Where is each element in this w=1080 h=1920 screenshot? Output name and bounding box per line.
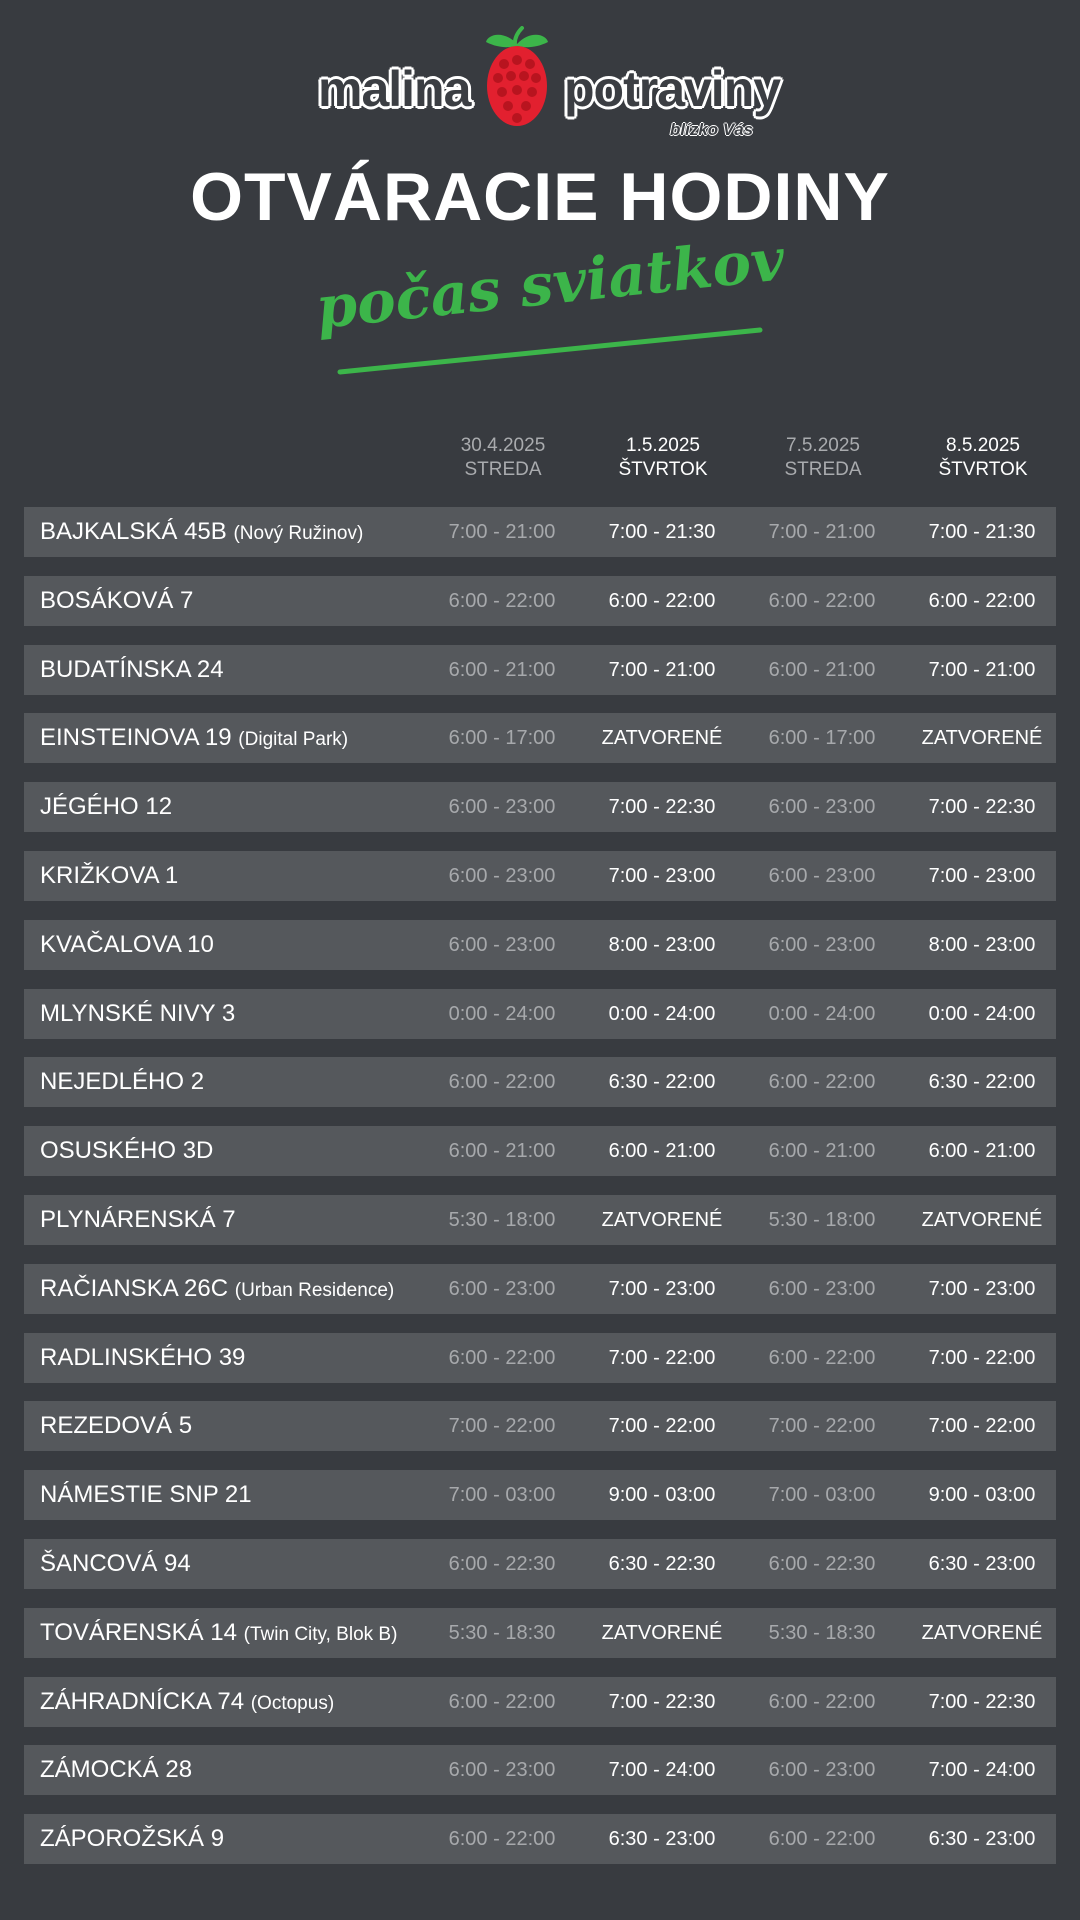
hours-cell: ZATVORENÉ [601,1622,723,1644]
store-name [40,1264,394,1316]
hours-cell: 7:00 - 22:00 [448,1415,556,1437]
hours-cell: 6:30 - 22:30 [608,1553,716,1575]
hours-cell: 6:00 - 23:00 [768,796,876,818]
hours-cell: 7:00 - 22:00 [928,1347,1036,1369]
table-row [24,1264,1056,1314]
column-day: ŠTVRTOK [938,459,1028,480]
table-row [24,920,1056,970]
table-row [24,1126,1056,1176]
store-address: ŠANCOVÁ 94 [40,1550,191,1577]
store-name [40,989,235,1039]
hours-cell: 7:00 - 21:00 [928,659,1036,681]
store-name [40,1401,192,1451]
store-note: (Urban Residence) [234,1280,395,1301]
store-name [40,1677,334,1729]
store-address: MLYNSKÉ NIVY 3 [40,1000,236,1027]
hours-cell: 7:00 - 24:00 [608,1759,716,1781]
store-address: KVAČALOVA 10 [40,931,214,958]
table-row [24,1057,1056,1107]
table-row [24,1608,1056,1658]
store-name [40,1126,213,1176]
hours-cell: 7:00 - 21:00 [448,521,556,543]
store-address: ZÁHRADNÍCKA 74 [40,1688,245,1715]
hours-cell: 6:30 - 23:00 [608,1828,716,1850]
table-row [24,851,1056,901]
hours-cell: 7:00 - 24:00 [928,1759,1036,1781]
store-address: RADLINSKÉHO 39 [40,1344,246,1371]
table-row [24,1401,1056,1451]
subtitle [312,225,788,388]
table-row [24,1333,1056,1383]
store-address: BUDATÍNSKA 24 [40,656,224,683]
store-note: (Nový Ružinov) [233,523,364,544]
hours-cell: 0:00 - 24:00 [768,1003,876,1025]
hours-cell: 6:00 - 23:00 [448,1278,556,1300]
hours-cell: 6:00 - 22:00 [448,1071,556,1093]
table-row [24,1677,1056,1727]
hours-cell: 6:00 - 23:00 [448,865,556,887]
store-address: OSUSKÉHO 3D [40,1137,214,1164]
store-note: (Octopus) [250,1693,335,1714]
store-address: ZÁPOROŽSKÁ 9 [40,1825,225,1852]
hours-cell: 9:00 - 03:00 [928,1484,1036,1506]
hours-cell: 8:00 - 23:00 [608,934,716,956]
hours-cell: ZATVORENÉ [601,1209,723,1231]
store-address: EINSTEINOVA 19 [40,724,232,751]
table-row [24,989,1056,1039]
table-row [24,1814,1056,1864]
column-header-4 [908,434,1058,482]
store-address: REZEDOVÁ 5 [40,1412,193,1439]
hours-cell: 6:00 - 22:00 [448,1347,556,1369]
hours-cell: 6:00 - 23:00 [448,1759,556,1781]
hours-cell: 6:00 - 17:00 [768,727,876,749]
hours-cell: 7:00 - 22:30 [608,1691,716,1713]
store-name [40,920,214,970]
column-date: 8.5.2025 [946,435,1020,456]
hours-cell: ZATVORENÉ [921,727,1043,749]
hours-cell: 7:00 - 22:00 [608,1415,716,1437]
hours-cell: 6:00 - 23:00 [768,934,876,956]
hours-cell: 7:00 - 22:00 [608,1347,716,1369]
hours-cell: 6:00 - 23:00 [768,1759,876,1781]
hours-cell: 7:00 - 03:00 [768,1484,876,1506]
hours-cell: 6:00 - 23:00 [448,934,556,956]
hours-cell: 6:30 - 23:00 [928,1828,1036,1850]
hours-cell: 7:00 - 03:00 [448,1484,556,1506]
store-name [40,713,348,765]
column-header-3 [748,434,898,482]
hours-cell: 6:00 - 23:00 [448,796,556,818]
hours-cell: 7:00 - 23:00 [608,1278,716,1300]
hours-cell: 6:00 - 21:00 [928,1140,1036,1162]
hours-cell: 6:00 - 22:00 [768,590,876,612]
column-header-1 [428,434,578,482]
subtitle-text: počas sviatkov [312,225,788,342]
table-row [24,782,1056,832]
page-title: OTVÁRACIE HODINY [190,159,890,235]
hours-cell: 0:00 - 24:00 [608,1003,716,1025]
hours-cell: 8:00 - 23:00 [928,934,1036,956]
column-day: STREDA [784,459,862,480]
column-day: ŠTVRTOK [618,459,708,480]
hours-cell: 7:00 - 23:00 [928,1278,1036,1300]
table-row [24,576,1056,626]
hours-cell: 6:30 - 22:00 [928,1071,1036,1093]
logo-word-left: malina [318,61,471,117]
table-row [24,1745,1056,1795]
store-name [40,1470,252,1520]
hours-cell: 7:00 - 23:00 [928,865,1036,887]
raspberry-icon [474,26,560,130]
store-address: PLYNÁRENSKÁ 7 [40,1206,236,1233]
hours-cell: 7:00 - 22:30 [928,1691,1036,1713]
logo-word-right: potraviny [564,61,781,117]
hours-cell: 5:30 - 18:00 [448,1209,556,1231]
hours-cell: 0:00 - 24:00 [448,1003,556,1025]
brand-logo [0,26,1080,139]
table-row [24,1539,1056,1589]
hours-cell: 7:00 - 22:30 [608,796,716,818]
store-address: ZÁMOCKÁ 28 [40,1756,193,1783]
store-address: JÉGÉHO 12 [40,793,173,820]
table-row [24,713,1056,763]
hours-cell: 6:00 - 22:00 [768,1828,876,1850]
hours-cell: 7:00 - 22:30 [928,796,1036,818]
store-address: KRIŽKOVA 1 [40,862,179,889]
store-name [40,576,193,626]
hours-cell: 6:00 - 22:00 [448,590,556,612]
hours-cell: 6:00 - 22:00 [768,1347,876,1369]
hours-cell: 6:30 - 23:00 [928,1553,1036,1575]
store-address: RAČIANSKA 26C [40,1275,229,1302]
store-name [40,1333,245,1383]
hours-cell: 6:00 - 22:00 [928,590,1036,612]
store-note: (Twin City, Blok B) [243,1624,398,1645]
hours-cell: 5:30 - 18:30 [448,1622,556,1644]
hours-cell: 6:00 - 22:00 [448,1828,556,1850]
column-header-2 [588,434,738,482]
store-name [40,1745,192,1795]
store-name [40,1195,236,1245]
hours-cell: 6:00 - 22:00 [448,1691,556,1713]
store-address: NÁMESTIE SNP 21 [40,1481,252,1508]
hours-cell: 6:00 - 21:00 [768,1140,876,1162]
hours-cell: 9:00 - 03:00 [608,1484,716,1506]
hours-cell: 7:00 - 22:00 [928,1415,1036,1437]
hours-cell: 7:00 - 21:30 [928,521,1036,543]
store-name [40,1814,224,1864]
store-address: BOSÁKOVÁ 7 [40,587,194,614]
store-name [40,851,178,901]
hours-cell: 6:00 - 22:30 [768,1553,876,1575]
column-date: 7.5.2025 [786,435,860,456]
store-name [40,1057,204,1107]
store-name [40,782,172,832]
hours-cell: 6:00 - 22:00 [608,590,716,612]
hours-cell: 6:00 - 21:00 [768,659,876,681]
hours-cell: 6:00 - 21:00 [608,1140,716,1162]
hours-cell: 6:30 - 22:00 [608,1071,716,1093]
hours-cell: 5:30 - 18:00 [768,1209,876,1231]
hours-cell: 6:00 - 21:00 [448,659,556,681]
store-name [40,507,363,559]
column-date: 1.5.2025 [626,435,700,456]
hours-cell: 7:00 - 21:00 [768,521,876,543]
hours-cell: ZATVORENÉ [921,1622,1043,1644]
hours-cell: ZATVORENÉ [601,727,723,749]
hours-cell: 6:00 - 23:00 [768,1278,876,1300]
table-row [24,1195,1056,1245]
hours-cell: ZATVORENÉ [921,1209,1043,1231]
store-note: (Digital Park) [238,729,349,750]
store-name [40,645,224,695]
store-name [40,1608,397,1660]
hours-cell: 6:00 - 22:30 [448,1553,556,1575]
hours-cell: 6:00 - 22:00 [768,1071,876,1093]
table-row [24,645,1056,695]
column-day: STREDA [464,459,542,480]
hours-cell: 7:00 - 21:00 [608,659,716,681]
hours-cell: 6:00 - 23:00 [768,865,876,887]
hours-cell: 0:00 - 24:00 [928,1003,1036,1025]
hours-cell: 7:00 - 22:00 [768,1415,876,1437]
store-address: BAJKALSKÁ 45B [40,518,227,545]
hours-cell: 6:00 - 17:00 [448,727,556,749]
logo-tagline: blízko Vás [670,120,754,139]
hours-cell: 7:00 - 23:00 [608,865,716,887]
table-row [24,1470,1056,1520]
hours-cell: 5:30 - 18:30 [768,1622,876,1644]
column-date: 30.4.2025 [460,435,546,456]
store-name [40,1539,191,1589]
table-row [24,507,1056,557]
hours-cell: 7:00 - 21:30 [608,521,716,543]
hours-cell: 6:00 - 21:00 [448,1140,556,1162]
store-address: NEJEDLÉHO 2 [40,1068,205,1095]
hours-cell: 6:00 - 22:00 [768,1691,876,1713]
store-address: TOVÁRENSKÁ 14 [40,1619,237,1646]
